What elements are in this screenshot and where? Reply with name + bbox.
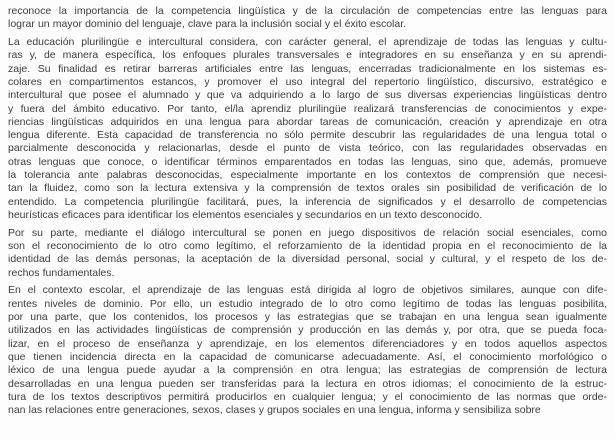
- paragraph: [8, 5, 607, 32]
- text-line: la tolerancia ante palabras desconocidas, especialmente importante en los contextos de comprensión que necesi-: [8, 169, 607, 182]
- text-line: lizar, en el proceso de enseñanza y aprendizaje, en los elementos diferenciadores y en todos aquellos aspectos: [8, 337, 607, 350]
- text-line: reconoce la importancia de la competencia lingüística y de la circulación de competencias entre las lenguas para: [8, 5, 607, 17]
- text-line: Por su parte, mediante el diálogo intercultural se ponen en juego dispositivos de relación social esenciales, como: [8, 226, 607, 239]
- text-line: rechos fundamentales.: [8, 266, 115, 279]
- text-line: parcialmente desconocida y relacionarlas, desde el punto de vista teórico, con las regularidades observadas en: [8, 142, 607, 155]
- text-line: En el contexto escolar, el aprendizaje de las lenguas está dirigida al logro de objetivos similares, aunque con dife-: [8, 284, 607, 297]
- text-line: ras y, de manera específica, los enfoques plurales transversales e integradores en su enseñanza y en su aprendi-: [8, 49, 607, 62]
- text-line: desarrolladas en una lengua pueden ser transferidas para la lectura en otros idiomas; el conocimiento de la estruc-: [8, 377, 607, 390]
- text-line: intercultural que posee el alumnado y que va adquiriendo a lo largo de sus diversas experiencias lingüísticas dentro: [8, 89, 607, 102]
- text-line: tura de los textos descriptivos permitirá producirlos en cualquier lengua; y el conocimiento de las normas que orde-: [8, 390, 607, 403]
- text-line: nan las relaciones entre generaciones, sexos, clases y grupos sociales en una lengua, informa y sensibiliza sobre: [8, 404, 541, 417]
- text-line: por una parte, que los contenidos, los procesos y las estrategias que se trabajan en una lengua sean igualmente: [8, 311, 607, 324]
- text-line: La educación plurilingüe e intercultural considera, con carácter general, el aprendizaje de todas las lenguas y cultu-: [8, 36, 607, 49]
- paragraph: [8, 227, 607, 280]
- text-line: son el reconocimiento de lo otro como legítimo, el reforzamiento de la identidad propia en el reconocimiento de la: [8, 240, 607, 253]
- text-line: léxico de una lengua puede ayudar a la comprensión en otra lengua; las estrategias de comprensión de lectura: [8, 364, 607, 377]
- document-text: [8, 5, 607, 417]
- text-line: lograr un mayor dominio del lenguaje, clave para la inclusión social y el éxito escolar.: [8, 18, 407, 31]
- paragraph: [8, 284, 607, 417]
- text-line: zaje. Su finalidad es retirar barreras artificiales entre las lenguas, encerradas tradicionalmente en los sistemas es-: [8, 62, 607, 75]
- text-line: tan la fluidez, como son la lectura extensiva y la comprensión de textos orales sin posibilidad de verificación de lo: [8, 182, 607, 195]
- text-line: colares en compartimentos estancos, y promover el uso integral del repertorio lingüístico, discursivo, estratégico e: [8, 75, 607, 88]
- text-line: entendido. La competencia plurilingüe facilitará, pues, la inferencia de significados y el desarrollo de competencias: [8, 195, 607, 208]
- text-line: y fuera del ámbito educativo. Por tanto, el/la aprendiz plurilingüe realizará transferencias de conocimientos y expe-: [8, 102, 607, 115]
- text-line: utilizados en las actividades lingüísticas de comprensión y producción en las demás y, por otra, que se pueda foca-: [8, 324, 607, 337]
- text-line: identidad de las demás personas, la aceptación de la diversidad personal, social y cultural, y el respeto de los de-: [8, 253, 607, 266]
- text-line: rentes niveles de dominio. Por ello, un estudio integrado de lo otro como legítimo de todas las lenguas posibilita,: [8, 297, 607, 310]
- text-line: otras lenguas que conoce, o identificar términos emparentados en todas las lenguas, sino que, además, promueve: [8, 155, 607, 168]
- text-line: riencias lingüísticas adquiridos en una lengua para abordar tareas de comunicación, creación y aprendizaje en otra: [8, 115, 607, 128]
- text-line: que tienen incidencia directa en la capacidad de comunicarse adecuadamente. Así, el conocimiento morfológico o: [8, 350, 607, 363]
- paragraph: [8, 36, 607, 222]
- text-line: lengua diferente. Esta capacidad de transferencia no sólo permite descubrir las regularidades de una lengua total o: [8, 129, 607, 142]
- text-line: heurísticas eficaces para identificar los elementos esenciales y secundarios en un texto desconocido.: [8, 208, 483, 221]
